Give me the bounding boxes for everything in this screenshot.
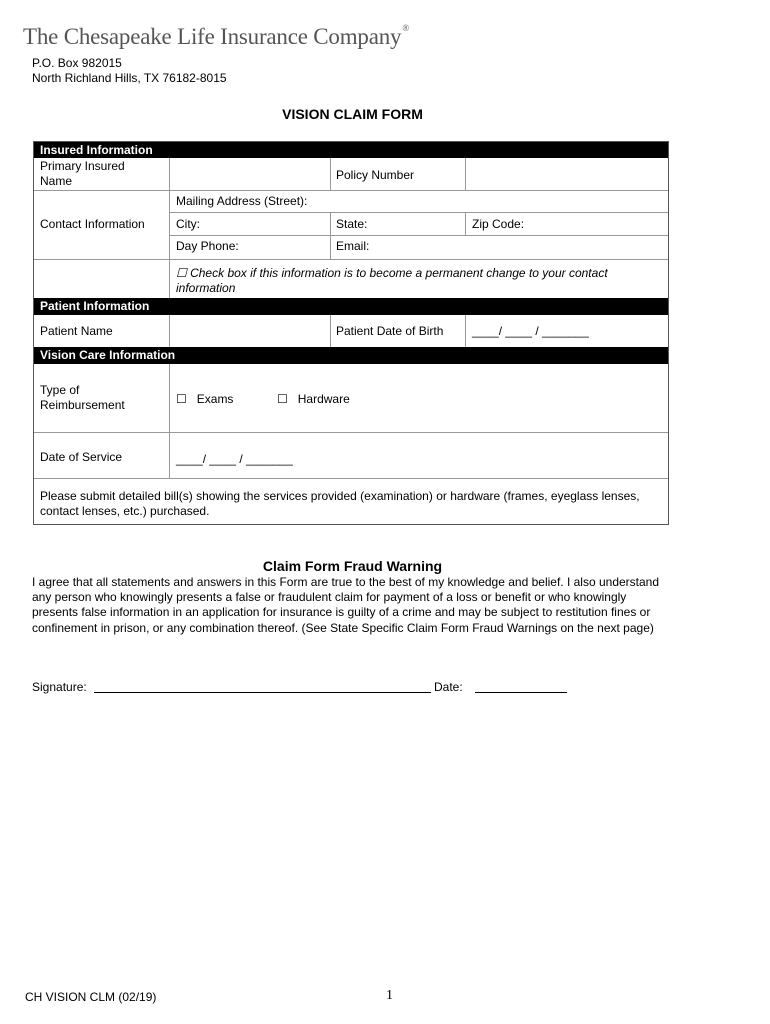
mailing-address-label[interactable]: Mailing Address (Street): [176, 194, 308, 208]
contact-information-label: Contact Information [40, 217, 145, 231]
divider [169, 190, 170, 259]
date-of-service-label: Date of Service [40, 450, 123, 464]
divider [34, 432, 668, 433]
company-logo [23, 24, 409, 50]
address-line-1: P.O. Box 982015 [32, 56, 122, 70]
form-code: CH VISION CLM (02/19) [25, 990, 157, 1004]
fraud-warning-title: Claim Form Fraud Warning [262, 558, 443, 574]
state-label[interactable]: State: [336, 217, 368, 231]
permanent-change-checkbox[interactable]: ☐ Check box if this information is to become a permanent change to your contact information [176, 266, 608, 295]
patient-dob-field[interactable]: ____/ ____ / _______ [472, 324, 589, 338]
day-phone-label[interactable]: Day Phone: [176, 239, 239, 253]
divider [465, 212, 466, 235]
divider [169, 235, 668, 236]
bill-instructions: Please submit detailed bill(s) showing the services provided (examination) or hardware (frames, eyeglass lenses, contact lenses, etc.) purchased. [40, 489, 640, 518]
policy-number-label: Policy Number [336, 168, 415, 182]
insured-section-header: Insured Information [34, 142, 668, 158]
page-number: 1 [386, 988, 393, 1003]
patient-section-header: Patient Information [34, 298, 668, 315]
patient-name-label: Patient Name [40, 324, 113, 338]
reimbursement-type-label: Type of Reimbursement [40, 383, 125, 412]
patient-dob-label: Patient Date of Birth [336, 324, 444, 338]
signature-label: Signature: [32, 680, 87, 694]
address-line-2: North Richland Hills, TX 76182-8015 [32, 71, 227, 85]
policy-number-field[interactable] [466, 158, 669, 190]
primary-insured-label: Primary Insured Name [40, 159, 125, 188]
patient-name-field[interactable] [170, 315, 330, 347]
city-label[interactable]: City: [176, 217, 200, 231]
divider [169, 259, 170, 298]
date-of-service-field[interactable]: ____/ ____ / _______ [176, 452, 293, 466]
signature-line[interactable] [94, 692, 431, 693]
zip-code-label[interactable]: Zip Code: [472, 217, 525, 231]
vision-section-header: Vision Care Information [34, 347, 668, 364]
hardware-checkbox[interactable]: ☐ Hardware [277, 392, 350, 406]
date-label: Date: [434, 680, 463, 694]
divider [330, 315, 331, 347]
exams-checkbox[interactable]: ☐ Exams [176, 392, 234, 406]
primary-insured-field[interactable] [170, 158, 330, 190]
registered-mark: ® [402, 23, 409, 34]
form-title: VISION CLAIM FORM [282, 106, 423, 122]
divider [169, 212, 668, 213]
divider [330, 158, 331, 190]
email-label[interactable]: Email: [336, 239, 370, 253]
date-line[interactable] [475, 692, 567, 693]
divider [169, 364, 170, 478]
company-name: The Chesapeake Life Insurance Company [23, 24, 402, 49]
claim-form-table [33, 141, 669, 525]
divider [34, 190, 668, 191]
fraud-warning-body: I agree that all statements and answers in this Form are true to the best of my knowledge and belief. I also understand any person who knowingly presents a false or fraudulent claim for payment of a loss or benefit or who knowingly presents false information in an application for insurance is guilty of a crime and may be subject to restitution fines or confinement in prison, or any combination thereof. (See State Specific Claim Form Fraud Warnings on the next page) [32, 575, 660, 635]
divider [34, 259, 668, 260]
divider [465, 315, 466, 347]
divider [34, 478, 668, 479]
